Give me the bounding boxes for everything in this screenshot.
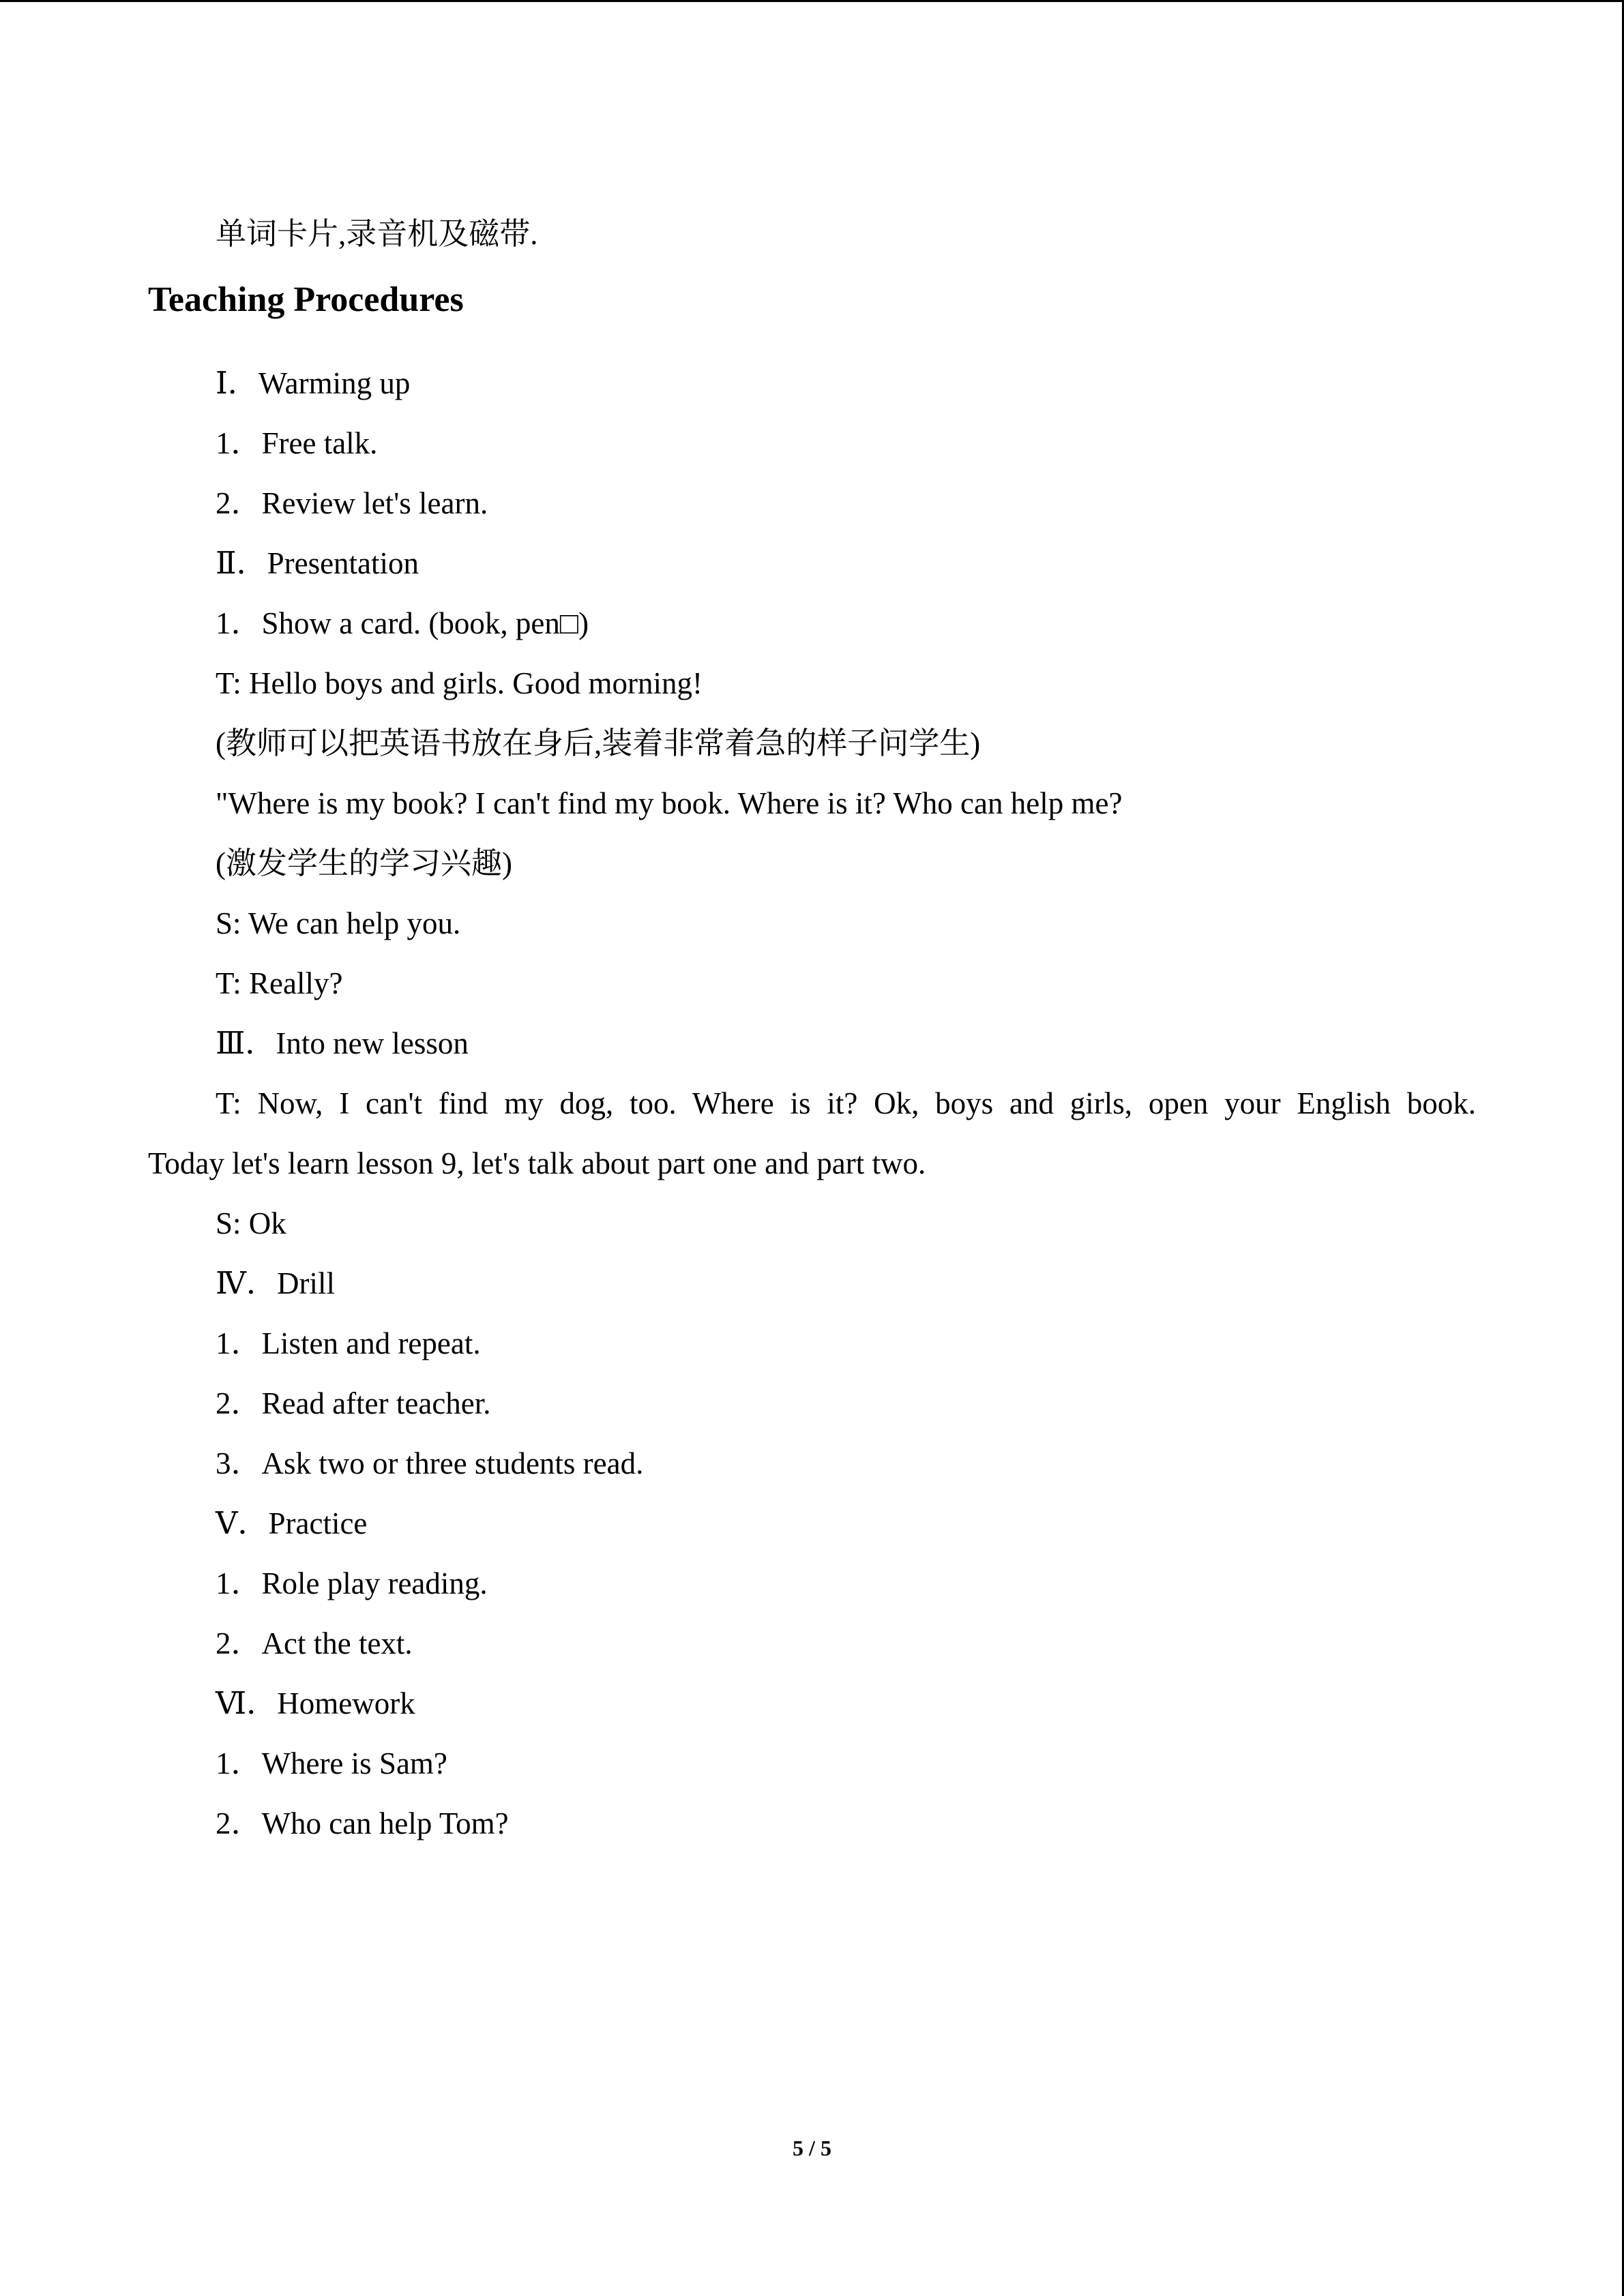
procedure-line: 1．Show a card. (book, pen□) [216,606,589,640]
dialogue-line-continuation: Today let's learn lesson 9, let's talk about part one and part two. [148,1146,926,1180]
dialogue-line: "Where is my book? I can't find my book. Where is it? Who can help me? [216,786,1123,820]
dialogue-line: S: We can help you. [216,906,461,940]
dialogue-line: T: Hello boys and girls. Good morning! [216,666,703,700]
procedure-line: 1．Listen and repeat. [216,1326,481,1360]
teaching-procedures-heading: Teaching Procedures [148,280,464,319]
procedure-line: 2．Who can help Tom? [216,1806,509,1840]
section-warming-up [148,353,1476,533]
dialogue-line: T: Really? [216,966,343,1000]
procedure-line: 2．Review let's learn. [216,486,488,520]
materials-line: 单词卡片,录音机及磁带. [216,217,538,251]
section-into-new-lesson [148,1013,1476,1253]
section-presentation [148,533,1476,1013]
section-practice [148,1493,1476,1673]
procedure-line: 1．Where is Sam? [216,1746,447,1780]
section-heading: Ⅲ．Into new lesson [216,1026,469,1060]
procedure-line: 3．Ask two or three students read. [216,1446,644,1480]
section-heading: Ⅵ．Homework [216,1686,415,1720]
page-number: 5 / 5 [793,2136,831,2160]
section-heading: Ⅱ．Presentation [216,546,419,580]
section-drill [148,1253,1476,1493]
procedure-line: 1．Free talk. [216,426,378,460]
document-body [148,204,1476,1853]
procedure-line: 2．Act the text. [216,1626,413,1660]
section-heading: Ⅰ．Warming up [216,366,411,400]
teacher-note: (教师可以把英语书放在身后,装着非常着急的样子问学生) [216,726,981,760]
dialogue-line: S: Ok [216,1206,286,1240]
section-heading: Ⅴ．Practice [216,1506,368,1540]
teacher-note: (激发学生的学习兴趣) [216,846,512,880]
procedure-line: 1．Role play reading. [216,1566,488,1600]
section-heading: Ⅳ．Drill [216,1266,335,1300]
section-homework [148,1673,1476,1853]
dialogue-line: T: Now, I can't find my dog, too. Where is it? Ok, boys and girls, open your English book. [216,1086,1476,1120]
procedure-line: 2．Read after teacher. [216,1386,491,1420]
